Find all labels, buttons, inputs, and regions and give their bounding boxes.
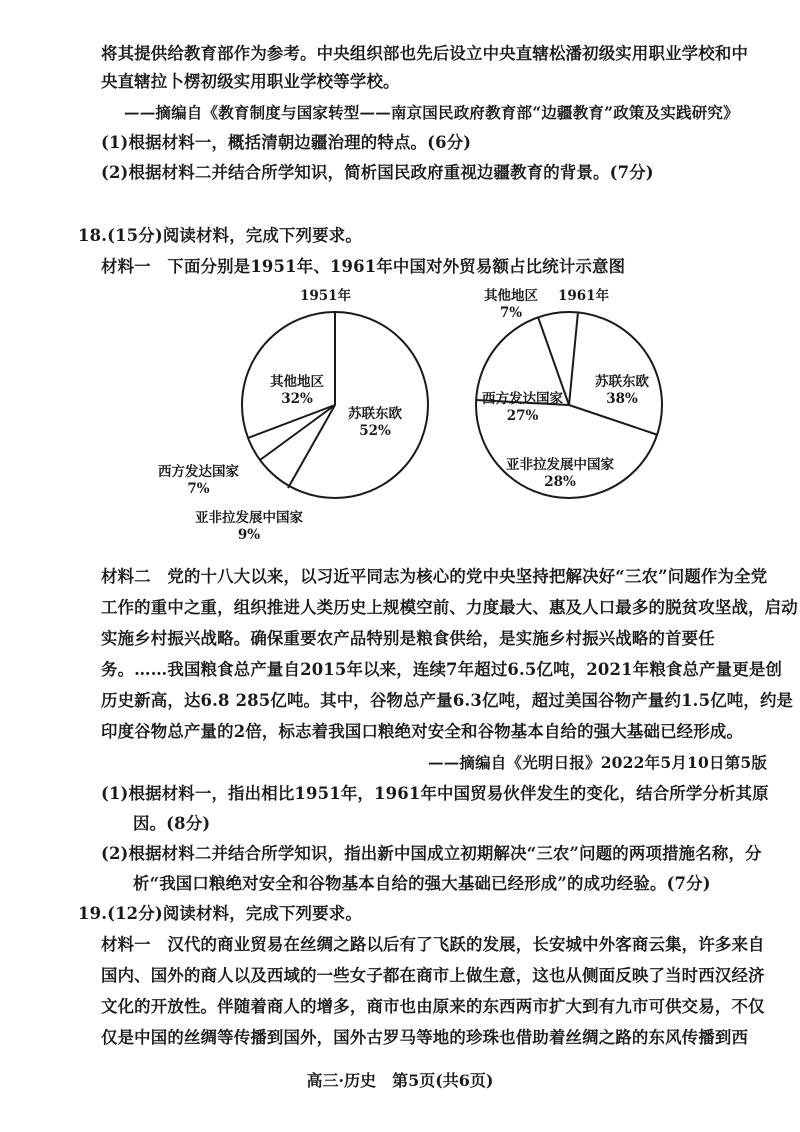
q18-material-2-line: 材料二 党的十八大以来，以习近平同志为核心的党中央坚持把解决好“三农”问题作为全党 [101, 567, 768, 586]
q18-material-2-line: 务。……我国粮食总产量自2015年以来，连续7年超过6.5亿吨，2021年粮食总产量更是创 [101, 660, 783, 679]
q19-header: 19.(12分)阅读材料，完成下列要求。 [78, 904, 362, 923]
pie-1951-label-aal: 亚非拉发展中国家 9% [195, 510, 303, 543]
q17-sub-question-2: (2)根据材料二并结合所学知识，简析国民政府重视边疆教育的背景。(7分) [101, 163, 654, 182]
pie-1951-label-ussr: 苏联东欧 52% [348, 406, 402, 439]
q17-text-line-1: 将其提供给教育部作为参考。中央组织部也先后设立中央直辖松潘初级实用职业学校和中 [101, 44, 749, 63]
pie-chart-1951 [240, 310, 430, 500]
pie-1961-divider-upper [569, 312, 578, 405]
q18-header: 18.(15分)阅读材料，完成下列要求。 [78, 226, 362, 245]
pie-1951-title: 1951年 [300, 288, 352, 304]
pie-1961-label-ussr: 苏联东欧 38% [595, 374, 649, 407]
pie-1951-divider-left [248, 405, 335, 438]
q17-source: ——摘编自《教育制度与国家转型——南京国民政府教育部“边疆教育”政策及实践研究》 [124, 103, 739, 122]
q18-sub-question-1-cont: 因。(8分) [133, 814, 211, 833]
q18-material-2-line: 历史新高，达6.8 285亿吨。其中，谷物总产量6.3亿吨，超过美国谷物产量约1.5亿吨，约是 [101, 691, 794, 710]
q19-material-1-line: 材料一 汉代的商业贸易在丝绸之路以后有了飞跃的发展，长安城中外客商云集，许多来自 [101, 935, 765, 954]
q19-material-1-line: 仅是中国的丝绸等传播到国外，国外古罗马等地的珍珠也借助着丝绸之路的东风传播到西 [101, 1028, 749, 1047]
pie-1961-label-west: 西方发达国家 27% [482, 391, 563, 424]
pie-1961-label-aal: 亚非拉发展中国家 28% [506, 457, 614, 490]
pie-1951-label-other: 其他地区 32% [270, 374, 324, 407]
q18-material-1-title: 材料一 下面分别是1951年、1961年中国对外贸易额占比统计示意图 [101, 257, 626, 276]
q18-material-2-line: 印度谷物总产量的2倍，标志着我国口粮绝对安全和谷物基本自给的强大基础已经形成。 [101, 722, 744, 741]
page-footer: 高三·历史 第5页(共6页) [306, 1071, 494, 1090]
pie-1961-title: 1961年 [558, 288, 610, 304]
q18-material-2-line: 实施乡村振兴战略。确保重要农产品特别是粮食供给，是实施乡村振兴战略的首要任 [101, 629, 715, 648]
pie-1951-divider-lower-left [260, 405, 335, 460]
q18-sub-question-1: (1)根据材料一，指出相比1951年，1961年中国贸易伙伴发生的变化，结合所学分析其原 [101, 784, 769, 803]
pie-1961-divider-right [569, 405, 658, 435]
pie-1951-divider-bottom [288, 405, 335, 488]
q19-material-1-line: 国内、国外的商人以及西域的一些女子都在商市上做生意，这也从侧面反映了当时西汉经济 [101, 966, 765, 985]
q18-material-2-line: 工作的重中之重，组织推进人类历史上规模空前、力度最大、惠及人口最多的脱贫攻坚战，启动 [101, 598, 798, 617]
q17-sub-question-1: (1)根据材料一，概括清朝边疆治理的特点。(6分) [101, 133, 472, 152]
q18-material-2-source: ——摘编自《光明日报》2022年5月10日第5版 [428, 753, 768, 772]
pie-1961-label-other: 其他地区 7% [484, 288, 538, 321]
q18-sub-question-2: (2)根据材料二并结合所学知识，指出新中国成立初期解决“三农”问题的两项措施名称，分 [101, 844, 762, 863]
q19-material-1-line: 文化的开放性。伴随着商人的增多，商市也由原来的东西两市扩大到有九市可供交易，不仅 [101, 997, 765, 1016]
pie-1951-label-west: 西方发达国家 7% [158, 464, 239, 497]
q18-sub-question-2-cont: 析“我国口粮绝对安全和谷物基本自给的强大基础已经形成”的成功经验。(7分) [133, 874, 711, 893]
q17-text-line-2: 央直辖拉卜楞初级实用职业学校等学校。 [101, 72, 400, 91]
